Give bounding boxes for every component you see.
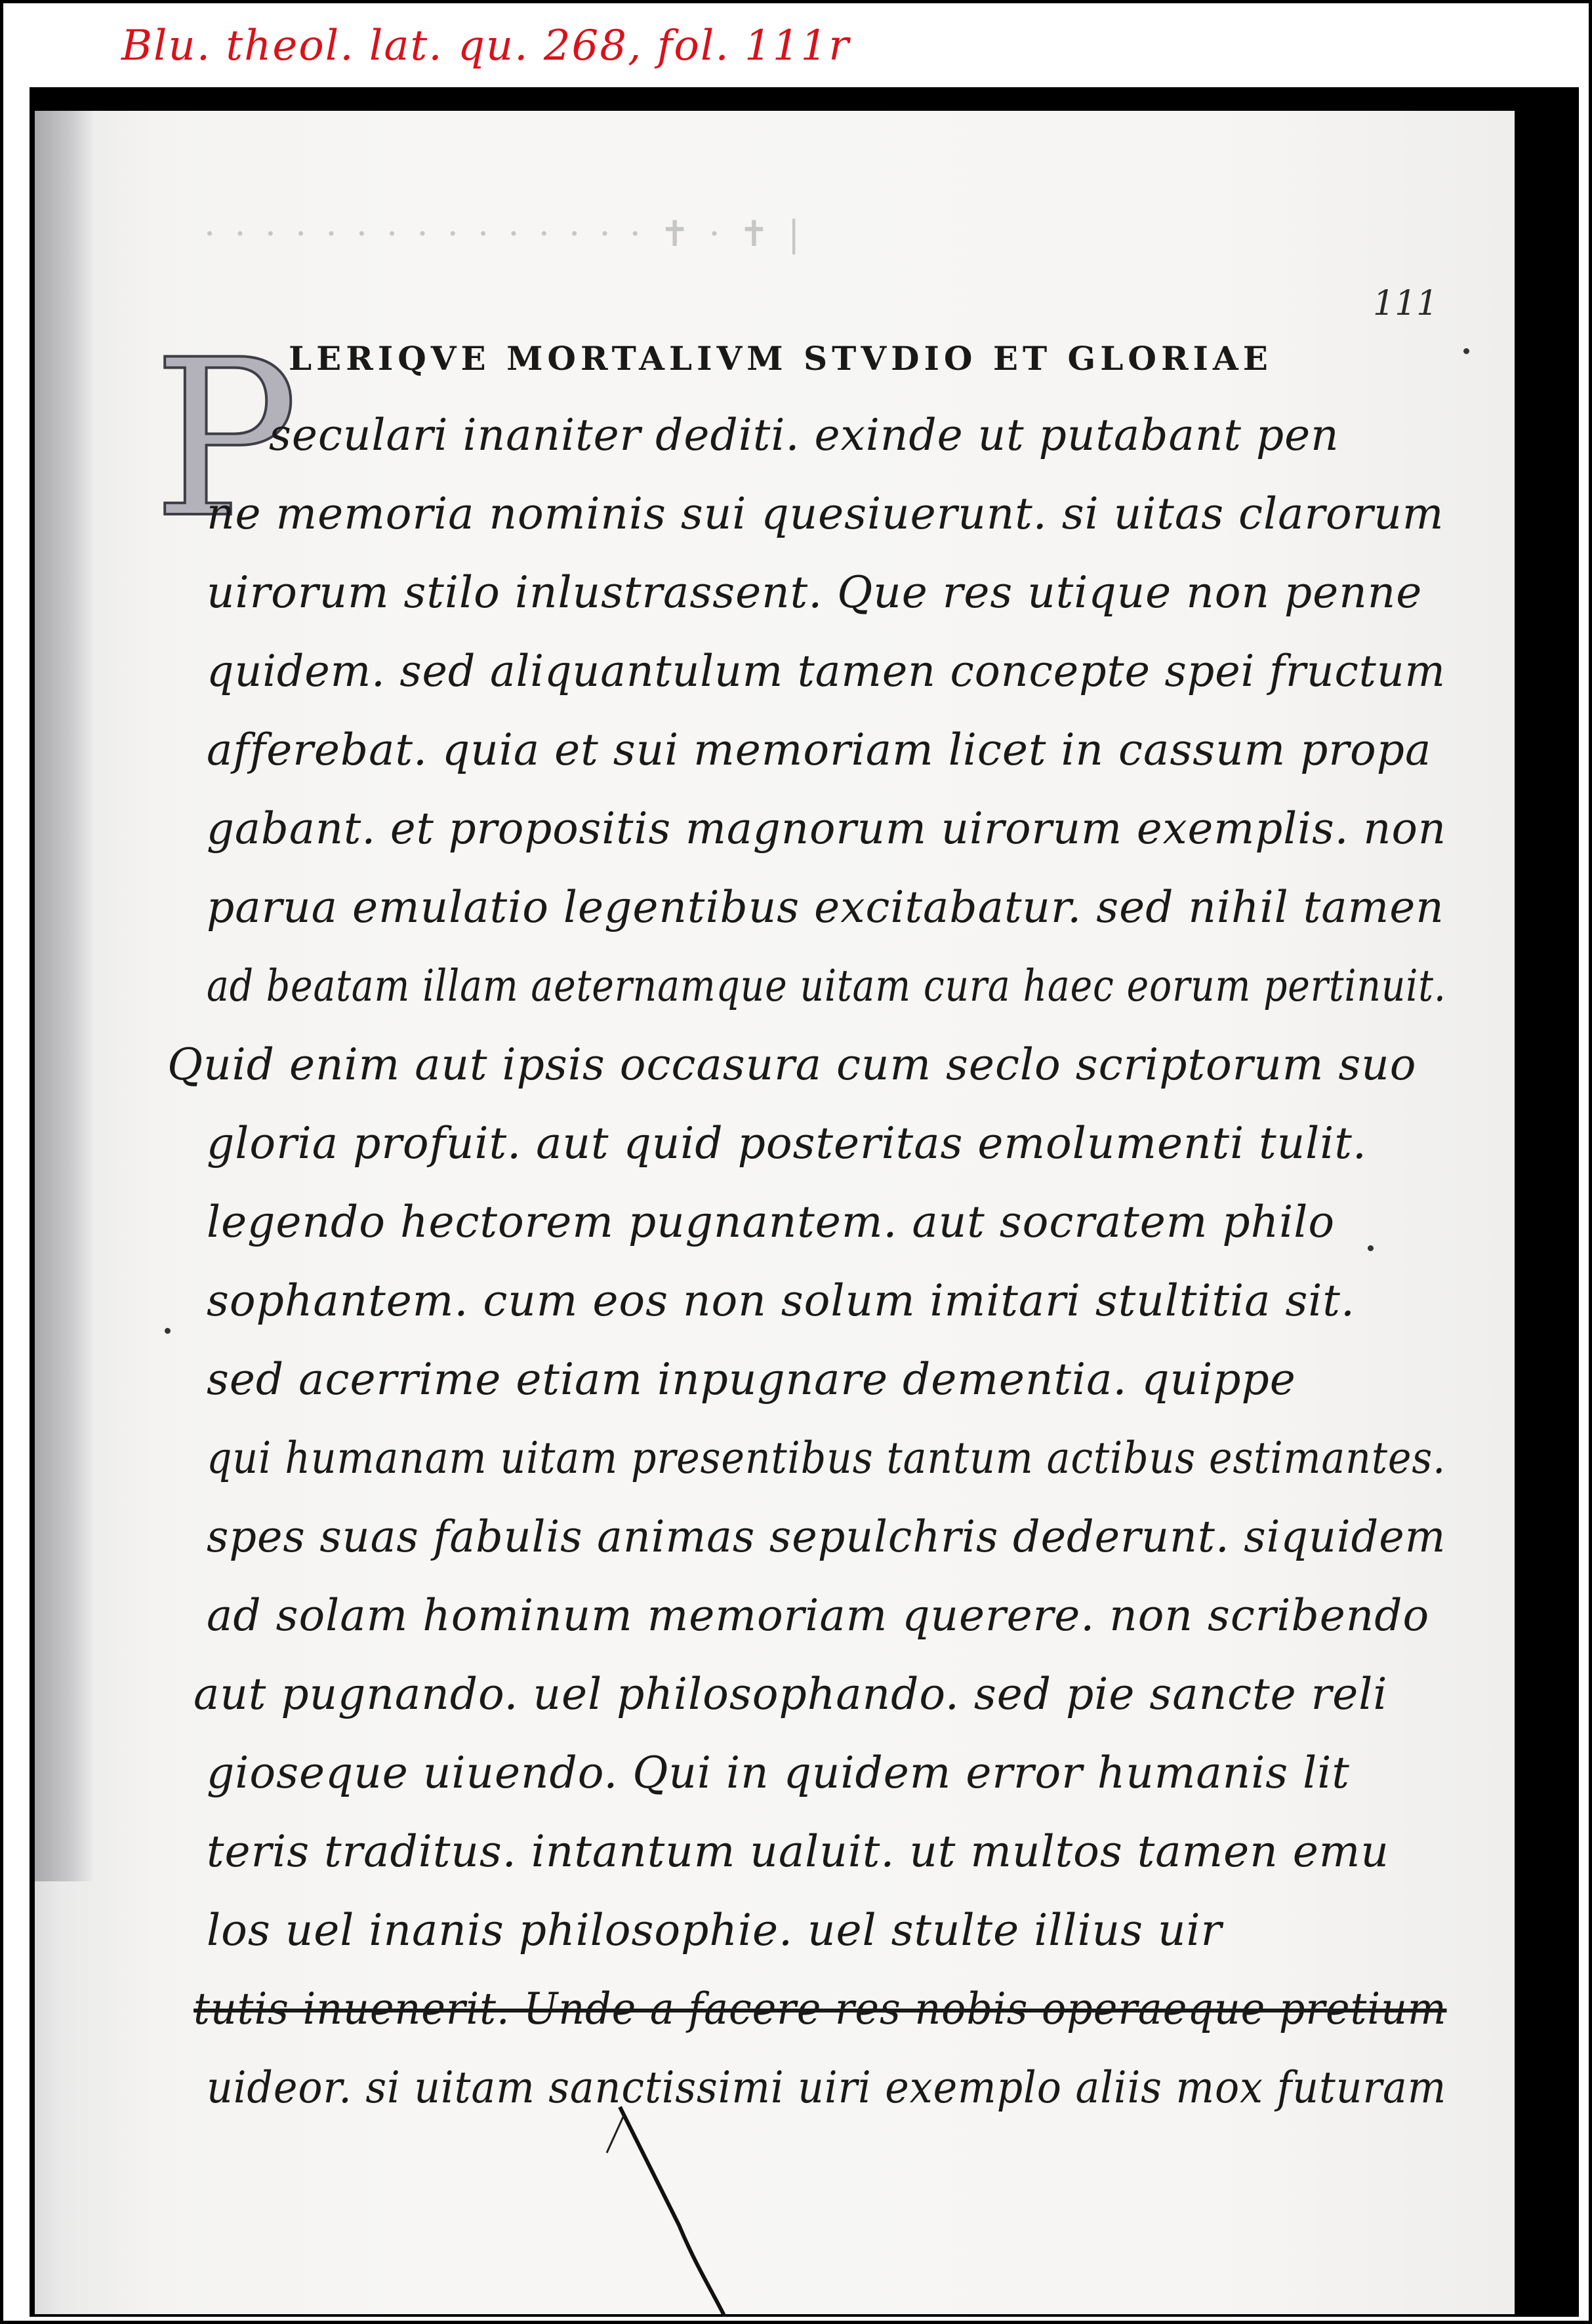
text-line: ad solam hominum memoriam querere. non scribendo [207,1590,1430,1641]
text-line: gioseque uiuendo. Qui in quidem error humanis lit [207,1748,1350,1798]
text-line: sophantem. cum eos non solum imitari stultitia sit. [207,1275,1355,1326]
text-line: uideor. si uitam sanctissimi uiri exemplo aliis mox futuram [207,2062,1447,2113]
text-line: afferebat. quia et sui memoriam licet in cassum propa [207,725,1432,775]
shelfmark-note: Blu. theol. lat. qu. 268, fol. 111r [121,22,850,70]
struck-text-line: tutis inuenerit. Unde a facere res nobis operaeque pretium [194,1984,1447,2034]
text-line: sed acerrime etiam inpugnare dementia. quippe [207,1354,1296,1405]
text-line: los uel inanis philosophie. uel stulte illius uir [207,1905,1223,1955]
text-line: qui humanam uitam presentibus tantum actibus estimantes. [207,1433,1446,1483]
text-line: Quid enim aut ipsis occasura cum seclo scriptorum suo [167,1039,1417,1090]
text-line: legendo hectorem pugnantem. aut socratem philo [207,1197,1336,1247]
text-line: parua emulatio legentibus excitabatur. sed nihil tamen [207,882,1444,932]
folio-number: 111 [1373,284,1439,323]
show-through-text: | ✝ · ✝ · · · · · · · · · · · · · · · [200,213,800,254]
text-line: ad beatam illam aeternamque uitam cura haec eorum pertinuit. [207,961,1446,1011]
parchment-tear [30,87,1579,2317]
text-line: seculari inaniter dediti. exinde ut putabant pen [269,410,1339,460]
text-line: spes suas fabulis animas sepulchris dederunt. siquidem [207,1512,1446,1562]
text-line: teris traditus. intantum ualuit. ut multos tamen emu [207,1826,1389,1877]
text-line: gabant. et propositis magnorum uirorum exemplis. non [207,803,1447,854]
text-line: gloria profuit. aut quid posteritas emolumenti tulit. [207,1118,1367,1169]
text-line: aut pugnando. uel philosophando. sed pie sancte reli [194,1669,1388,1719]
manuscript-photo [30,87,1579,2317]
decorated-initial: P [153,313,299,565]
text-line: uirorum stilo inlustrassent. Que res utique non penne [207,567,1423,618]
text-line: ne memoria nominis sui quesiuerunt. si uitas clarorum [207,489,1444,539]
text-line: quidem. sed aliquantulum tamen concepte spei fructum [207,646,1446,696]
heading-line: LERIQVE MORTALIVM STVDIO ET GLORIAE [289,339,1273,378]
